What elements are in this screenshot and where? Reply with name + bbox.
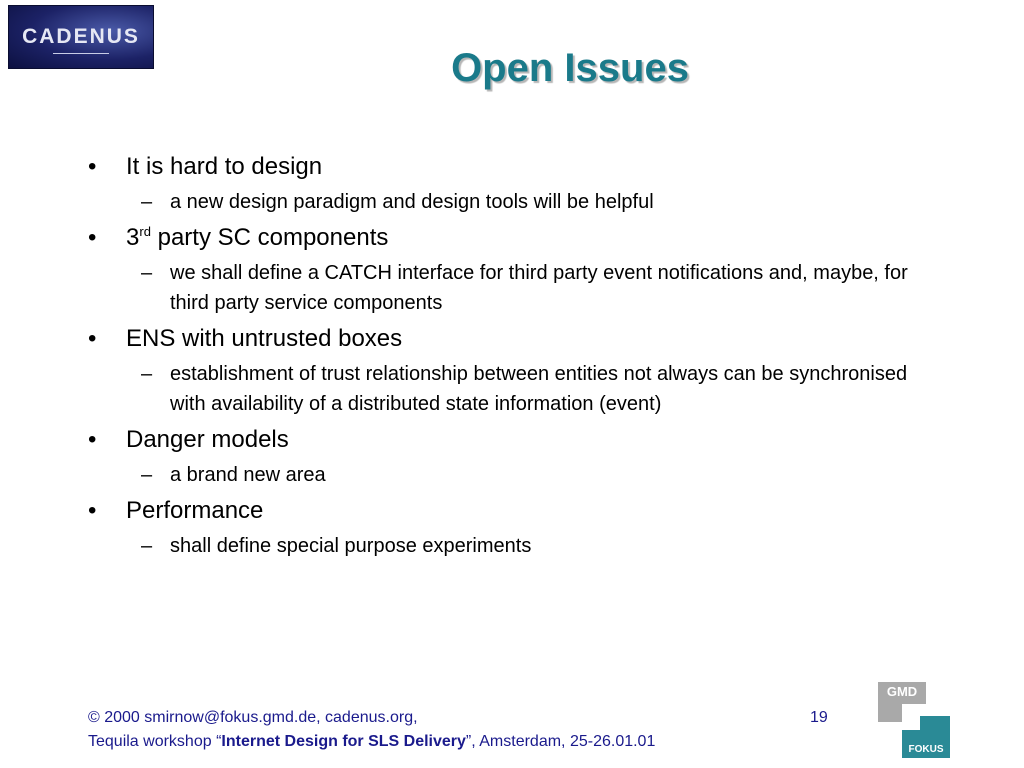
bullet-text-prefix: 3 [126, 224, 140, 251]
ordinal-superscript: rd [139, 224, 151, 239]
bullet-item-hard-to-design [88, 152, 958, 182]
dash-marker: – [141, 363, 153, 385]
sub-item [88, 258, 940, 318]
gmd-logo-bottom-text: FOKUS [908, 744, 944, 755]
bullet-item-performance [88, 496, 958, 526]
sub-item [88, 531, 940, 561]
sub-item-text: establishment of trust relationship between entities not always can be synchronised with availability of a distributed state information (event) [170, 363, 908, 415]
dash-marker: – [141, 191, 153, 213]
bullet-text: Danger models [126, 426, 289, 453]
footer-line-1 [88, 706, 838, 730]
bullet-text: It is hard to design [126, 153, 323, 180]
bullet-marker: • [88, 224, 97, 251]
bullet-marker: • [88, 153, 97, 180]
gmd-logo-top-text: GMD [886, 684, 918, 699]
sub-item [88, 460, 940, 490]
sub-item [88, 187, 940, 217]
bullet-text-suffix: party SC components [150, 224, 389, 251]
bullet-item-ens [88, 324, 958, 354]
sub-item-text: a new design paradigm and design tools will be helpful [170, 191, 654, 213]
footer [88, 706, 838, 754]
sub-item-text: a brand new area [170, 464, 326, 486]
bullet-marker: • [88, 325, 97, 352]
gmd-logo-white-notch-2 [902, 716, 920, 730]
cadenus-logo-underline [53, 53, 109, 54]
bullet-marker: • [88, 497, 97, 524]
bullet-item-third-party [88, 223, 958, 253]
cadenus-logo [8, 5, 154, 69]
bullet-list [88, 152, 958, 567]
page-number: 19 [810, 709, 828, 726]
footer-event-prefix: Tequila workshop “ [88, 733, 222, 750]
dash-marker: – [141, 262, 153, 284]
dash-marker: – [141, 535, 153, 557]
footer-event-title: Internet Design for SLS Delivery [221, 733, 466, 750]
sub-item-text: shall define special purpose experiments [170, 535, 532, 557]
gmd-fokus-logo [878, 682, 950, 758]
footer-copyright: © 2000 smirnow@fokus.gmd.de, cadenus.org, [88, 709, 418, 726]
sub-item [88, 359, 940, 419]
bullet-text: Performance [126, 497, 264, 524]
bullet-text: ENS with untrusted boxes [126, 325, 403, 352]
footer-event-suffix: ”, Amsterdam, 25-26.01.01 [465, 733, 656, 750]
dash-marker: – [141, 464, 153, 486]
sub-item-text: we shall define a CATCH interface for third party event notifications and, maybe, for third party service components [170, 262, 908, 314]
bullet-marker: • [88, 426, 97, 453]
bullet-item-danger-models [88, 425, 958, 455]
cadenus-logo-text: CADENUS [22, 25, 140, 48]
footer-line-2 [88, 730, 838, 754]
slide-title: Open Issues [451, 46, 689, 90]
